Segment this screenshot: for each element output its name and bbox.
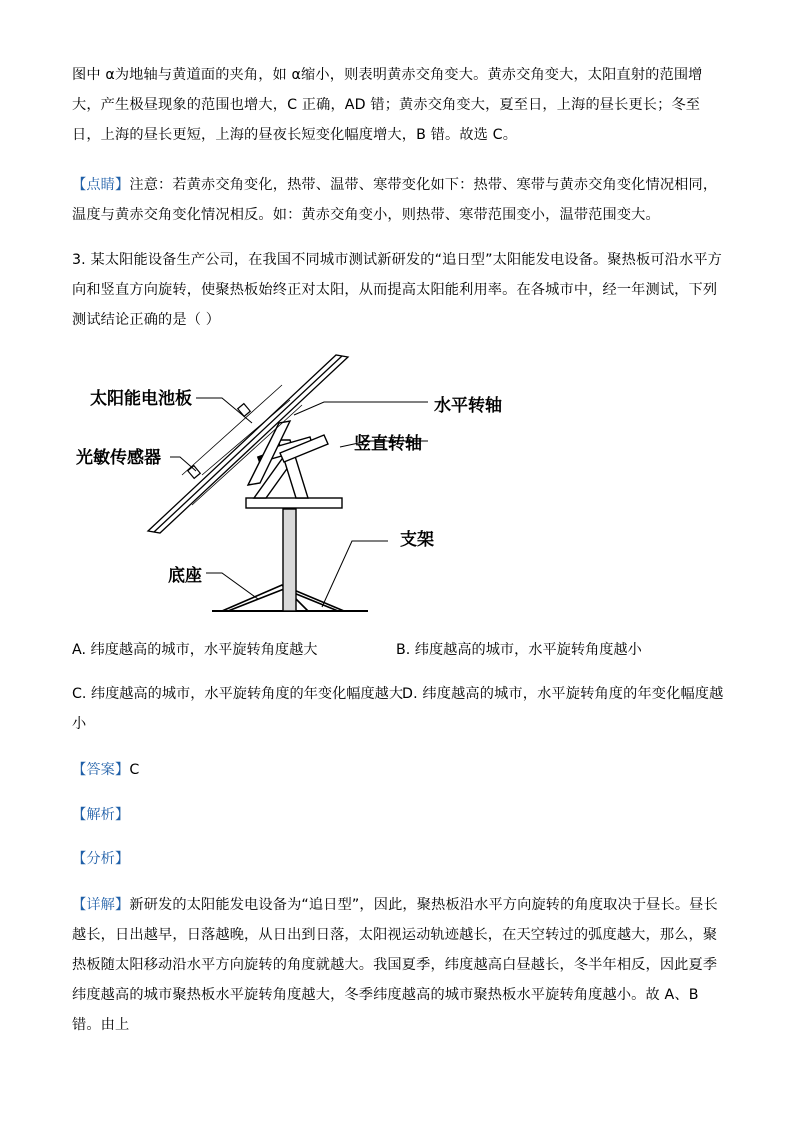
answer-tag: 【答案】 xyxy=(72,762,130,778)
detail-text: 新研发的太阳能发电设备为“追日型”，因此，聚热板沿水平方向旋转的角度取决于昼长。昼长越长，日出越早，日落越晚，从日出到日落，太阳视运动轨迹越长，在天空转过的弧度越大，那么，聚热板随太阳移动沿水平方向旋转的角度就越大。我国夏季，纬度越高白昼越长，冬半年相反，因此夏季纬度越高的城市聚热板水平旋转角度越大，冬季纬度越高的城市聚热板水平旋转角度越小。故 A、B 错。由上 xyxy=(72,897,718,1033)
detail-paragraph xyxy=(72,890,724,1040)
label-horizontal-axis: 水平转轴 xyxy=(434,396,502,416)
tip-text: 注意：若黄赤交角变化，热带、温带、寒带变化如下：热带、寒带与黄赤交角变化情况相同，温度与黄赤交角变化情况相反。如：黄赤交角变小，则热带、寒带范围变小，温带范围变大。 xyxy=(72,177,718,223)
answer-value: C xyxy=(129,762,140,778)
fenxi-tag: 【分析】 xyxy=(72,851,130,867)
light-sensor-top xyxy=(238,404,251,417)
fenxi-heading xyxy=(72,844,724,874)
option-a: A. 纬度越高的城市，水平旋转角度越大 xyxy=(72,642,318,658)
tip-paragraph xyxy=(72,170,724,230)
label-stand: 支架 xyxy=(400,530,434,550)
label-vertical-axis: 竖直转轴 xyxy=(354,434,422,454)
question-3-stem: 3. 某太阳能设备生产公司，在我国不同城市测试新研发的“追日型”太阳能发电设备。聚热板可沿水平方向和竖直方向旋转，使聚热板始终正对太阳，从而提高太阳能利用率。在各城市中，经一年测试，下列测试结论正确的是（ ） xyxy=(72,252,723,328)
label-base: 底座 xyxy=(168,566,202,586)
solar-tracker-figure xyxy=(72,345,512,620)
option-b: B. 纬度越高的城市，水平旋转角度越小 xyxy=(396,642,642,658)
option-d: D. 纬度越高的城市，水平旋转角度的年变化幅度越小 xyxy=(72,686,724,732)
support-post xyxy=(283,509,296,611)
label-solar-panel: 太阳能电池板 xyxy=(90,389,192,409)
option-c: C. 纬度越高的城市，水平旋转角度的年变化幅度越大 xyxy=(72,686,404,702)
light-sensor-side xyxy=(188,466,201,479)
analysis-tag: 【解析】 xyxy=(72,807,130,823)
explanation-paragraph: 图中 α为地轴与黄道面的夹角，如 α缩小，则表明黄赤交角变大。黄赤交角变大，太阳直射的范围增大，产生极昼现象的范围也增大，C 正确，AD 错；黄赤交角变大，夏至日，上海的昼长更长；冬至日，上海的昼长更短，上海的昼夜长短变化幅度增大，B 错。故选 C。 xyxy=(72,67,703,143)
support-platform xyxy=(246,498,342,508)
detail-tag: 【详解】 xyxy=(72,897,130,913)
analysis-heading xyxy=(72,800,724,830)
label-light-sensor: 光敏传感器 xyxy=(76,448,161,468)
tip-tag: 【点睛】 xyxy=(72,177,130,193)
answer-line xyxy=(72,755,724,785)
